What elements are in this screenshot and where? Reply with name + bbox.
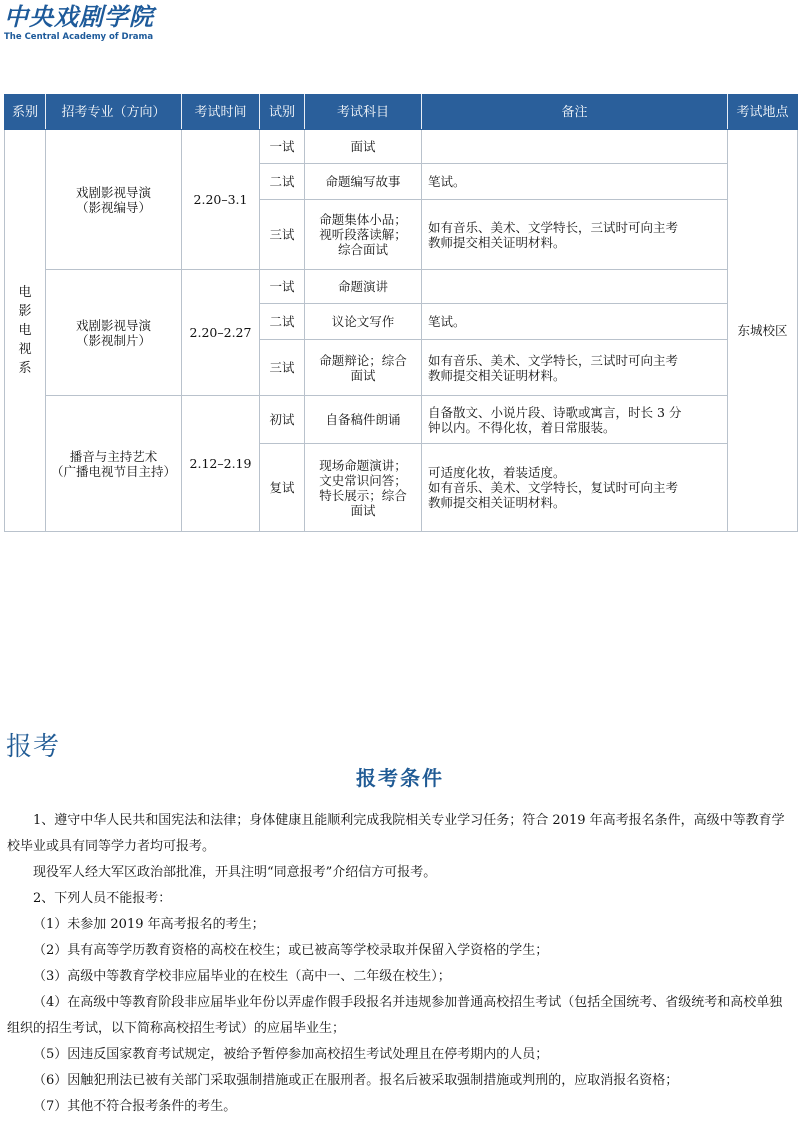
- subject-line: 自备稿件朗诵: [325, 412, 401, 427]
- note-line: 钟以内。不得化妆，着日常服装。: [428, 419, 616, 435]
- note-cell: [422, 396, 728, 444]
- time-cell: 2.12–2.19: [182, 396, 260, 532]
- paragraph: 1、遵守中华人民共和国宪法和法律；身体健康且能顺利完成我院相关专业学习任务；符合 2019 年高考报名条件，高级中等教育学校毕业或具有同等学力者均可报考。: [7, 813, 785, 854]
- round-cell: 三试: [260, 200, 305, 270]
- paragraph: （2）具有高等学历教育资格的高校在校生；或已被高等学校录取并保留入学资格的学生；: [33, 943, 549, 958]
- time-cell: 2.20–2.27: [182, 270, 260, 396]
- note-cell: [422, 164, 728, 200]
- note-cell: [422, 200, 728, 270]
- header-note: 备注: [422, 95, 728, 130]
- major-direction: （广播电视节目主持）: [50, 463, 176, 479]
- section-title: 报考: [6, 732, 61, 762]
- subject-cell: [305, 444, 422, 532]
- header-subject: 考试科目: [305, 95, 422, 130]
- department-char: 电: [18, 323, 32, 338]
- department-char: 系: [18, 361, 32, 376]
- subject-line: 面试: [350, 139, 376, 154]
- logo-english-name: The Central Academy of Drama: [4, 32, 154, 42]
- exam-schedule-table: [4, 94, 798, 532]
- subject-cell: [305, 130, 422, 164]
- subject-line: 面试: [350, 502, 376, 518]
- subject-line: 现场命题演讲；: [319, 457, 407, 473]
- note-line: 可适度化妆，着装适度。: [428, 465, 566, 480]
- header-department: 系别: [5, 95, 46, 130]
- subject-line: 命题集体小品；: [319, 212, 407, 227]
- subject-cell: [305, 304, 422, 340]
- paragraph: （1）未参加 2019 年高考报名的考生；: [33, 917, 265, 932]
- subject-line: 视听段落读解；: [319, 227, 407, 242]
- table-row: [5, 130, 798, 164]
- header-major: 招考专业（方向）: [46, 95, 182, 130]
- subject-line: 文史常识问答；: [319, 472, 407, 488]
- department-char: 电: [18, 285, 32, 300]
- round-cell: 二试: [260, 164, 305, 200]
- note-line: 教师提交相关证明材料。: [428, 495, 566, 510]
- note-line: 笔试。: [428, 314, 466, 329]
- note-line: 笔试。: [428, 174, 466, 189]
- subject-line: 综合面试: [337, 242, 388, 257]
- major-cell: [46, 270, 182, 396]
- conditions-title: 报考条件: [356, 766, 444, 790]
- major-name: 播音与主持艺术: [69, 448, 158, 464]
- department-char: 影: [18, 304, 32, 319]
- header-location: 考试地点: [728, 95, 798, 130]
- note-line: 如有音乐、美术、文学特长，复试时可向主考: [428, 480, 679, 495]
- header-time: 考试时间: [182, 95, 260, 130]
- round-cell: 初试: [260, 396, 305, 444]
- header-round: 试别: [260, 95, 305, 130]
- paragraph: （6）因触犯刑法已被有关部门采取强制措施或正在服刑者。报名后被采取强制措施或判刑的，应取消报名资格；: [33, 1073, 679, 1088]
- department-cell: [5, 130, 46, 532]
- subject-line: 命题辩论；综合: [319, 352, 407, 368]
- paragraph: （7）其他不符合报考条件的考生。: [33, 1099, 237, 1114]
- paragraph: 现役军人经大军区政治部批准，开具注明“同意报考”介绍信方可报考。: [33, 865, 437, 880]
- major-direction: （影视制片）: [75, 332, 151, 348]
- subject-line: 命题演讲: [337, 279, 388, 294]
- location-cell: 东城校区: [728, 130, 798, 532]
- note-line: 教师提交相关证明材料。: [428, 234, 566, 250]
- round-cell: 三试: [260, 340, 305, 396]
- note-cell: [422, 304, 728, 340]
- subject-line: 面试: [350, 367, 376, 383]
- subject-cell: [305, 164, 422, 200]
- note-line: 教师提交相关证明材料。: [428, 367, 566, 383]
- table-row: [5, 270, 798, 304]
- subject-cell: [305, 396, 422, 444]
- paragraph: （4）在高级中等教育阶段非应届毕业年份以弄虚作假手段报名并违规参加普通高校招生考试（包括全国统考、省级统考和高校单独组织的招生考试，以下简称高校招生考试）的应届毕业生；: [7, 995, 783, 1036]
- subject-cell: [305, 200, 422, 270]
- logo-chinese-name: 中央戏剧学院: [4, 2, 154, 31]
- note-line: 如有音乐、美术、文学特长，三试时可向主考: [428, 352, 679, 368]
- major-direction: （影视编导）: [75, 199, 151, 215]
- round-cell: 二试: [260, 304, 305, 340]
- subject-cell: [305, 340, 422, 396]
- subject-line: 特长展示；综合: [319, 487, 407, 503]
- paragraph: （5）因违反国家教育考试规定，被给予暂停参加高校招生考试处理且在停考期内的人员；: [33, 1047, 549, 1062]
- academy-logo: [4, 3, 204, 42]
- table-header-row: [5, 95, 798, 130]
- major-cell: [46, 130, 182, 270]
- note-cell: [422, 340, 728, 396]
- round-cell: 一试: [260, 270, 305, 304]
- major-name: 戏剧影视导演: [75, 317, 151, 333]
- note-line: 自备散文、小说片段、诗歌或寓言，时长 3 分: [428, 404, 682, 420]
- round-cell: 一试: [260, 130, 305, 164]
- conditions-body: [7, 808, 795, 1120]
- paragraph: 2、下列人员不能报考：: [33, 891, 172, 906]
- round-cell: 复试: [260, 444, 305, 532]
- time-cell: 2.20–3.1: [182, 130, 260, 270]
- major-cell: [46, 396, 182, 532]
- subject-cell: [305, 270, 422, 304]
- note-cell: [422, 270, 728, 304]
- major-name: 戏剧影视导演: [75, 184, 151, 200]
- note-line: 如有音乐、美术、文学特长，三试时可向主考: [428, 219, 679, 235]
- note-cell: [422, 444, 728, 532]
- subject-line: 命题编写故事: [325, 174, 401, 189]
- paragraph: （3）高级中等教育学校非应届毕业的在校生（高中一、二年级在校生）；: [33, 969, 451, 984]
- table-row: [5, 396, 798, 444]
- subject-line: 议论文写作: [331, 314, 395, 329]
- department-char: 视: [18, 342, 32, 357]
- note-cell: [422, 130, 728, 164]
